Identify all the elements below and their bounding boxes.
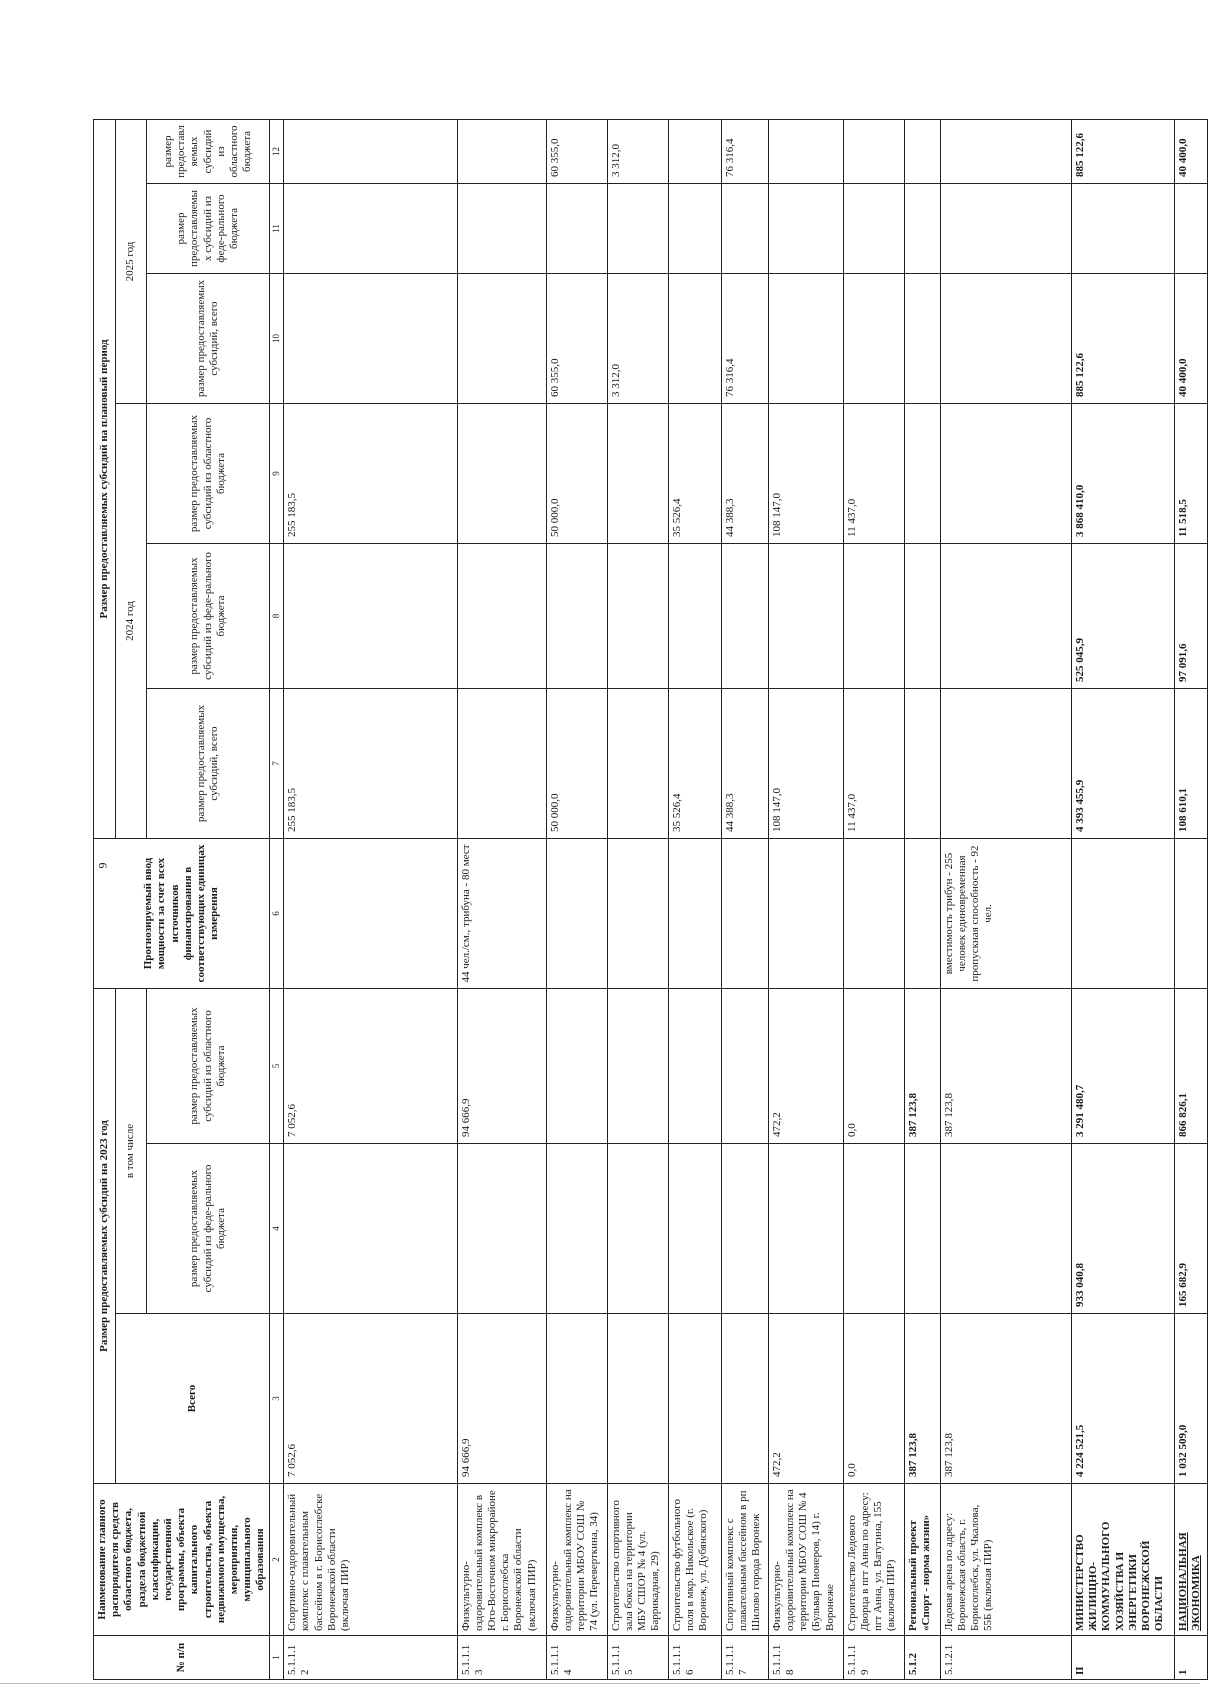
row-capacity <box>607 839 668 989</box>
row-reg-2025 <box>904 119 940 183</box>
row-capacity <box>904 839 940 989</box>
table-row <box>668 119 721 1679</box>
row-reg-2023: 866 826,1 <box>1174 989 1207 1144</box>
row-total-2024: 108 610,1 <box>1174 689 1207 839</box>
row-reg-2024: 35 526,4 <box>668 404 721 544</box>
row-capacity <box>721 839 768 989</box>
row-total-2023: 4 224 521,5 <box>1072 1314 1175 1484</box>
row-fed-2024 <box>721 544 768 689</box>
row-num: 5.1.1.12 <box>284 1636 457 1680</box>
row-total-2024 <box>457 689 546 839</box>
row-fed-2023: 933 040,8 <box>1072 1144 1175 1314</box>
row-reg-2025: 60 355,0 <box>546 119 607 183</box>
row-total-2023 <box>546 1314 607 1484</box>
row-reg-2025 <box>940 119 1071 183</box>
row-num: 5.1.1.13 <box>457 1636 546 1680</box>
row-num: 1 <box>1174 1636 1207 1680</box>
column-number: 1 <box>270 1636 284 1680</box>
row-fed-2025 <box>904 184 940 274</box>
row-fed-2024 <box>546 544 607 689</box>
row-fed-2024 <box>843 544 904 689</box>
row-name: НАЦИОНАЛЬНАЯ ЭКОНОМИКА <box>1174 1484 1207 1636</box>
header-total-2023: Всего <box>116 1314 270 1484</box>
row-reg-2023 <box>721 989 768 1144</box>
row-total-2023 <box>668 1314 721 1484</box>
table-row <box>768 119 843 1679</box>
row-name: Физкультурно-оздоровительный комплекс в Юго-Восточном микрорайоне г. Борисоглебска Воронежской области (включая ПИР) <box>457 1484 546 1636</box>
row-num: 5.1.1.14 <box>546 1636 607 1680</box>
table-row <box>546 119 607 1679</box>
row-total-2023 <box>721 1314 768 1484</box>
row-fed-2024 <box>940 544 1071 689</box>
header-name: Наименование главного распорядителя средств областного бюджета, раздела бюджетной классификации, государственной программы, объекта капитального строительства, объекта недвижимого имущества, мероприятия, муниципального образования <box>94 1484 270 1636</box>
header-fed-2025: размер предоставляемых субсидий из феде-рального бюджета <box>146 184 270 274</box>
row-total-2025: 60 355,0 <box>546 274 607 404</box>
header-group-plan: Размер предоставляемых субсидий на плановый период <box>94 119 116 838</box>
row-total-2025: 40 400,0 <box>1174 274 1207 404</box>
row-name: МИНИСТЕРСТВО ЖИЛИЩНО-КОММУНАЛЬНОГО ХОЗЯЙСТВА И ЭНЕРГЕТИКИ ВОРОНЕЖСКОЙ ОБЛАСТИ <box>1072 1484 1175 1636</box>
row-name: Строительство Ледового Дворца в пгт Анна по адресу: пгт Анна, ул. Ватутина, 155 (включая ПИР) <box>843 1484 904 1636</box>
row-fed-2025 <box>668 184 721 274</box>
row-capacity: 44 чел./см., трибуна - 80 мест <box>457 839 546 989</box>
row-reg-2025: 40 400,0 <box>1174 119 1207 183</box>
row-total-2025 <box>843 274 904 404</box>
row-reg-2025 <box>768 119 843 183</box>
header-total-2025: размер предоставляемых субсидий, всего <box>146 274 270 404</box>
column-number: 11 <box>270 184 284 274</box>
row-reg-2025 <box>284 119 457 183</box>
header-total-2024: размер предоставляемых субсидий, всего <box>146 689 270 839</box>
row-fed-2024: 97 091,6 <box>1174 544 1207 689</box>
row-fed-2023 <box>768 1144 843 1314</box>
header-group-2023: Размер предоставляемых субсидий на 2023 год <box>94 989 116 1484</box>
row-fed-2024 <box>668 544 721 689</box>
row-name: Строительство спортивного зала бокса на территории МБУ СШОР № 4 (ул. Баррикадная, 29) <box>607 1484 668 1636</box>
row-reg-2024 <box>607 404 668 544</box>
page-number: 9 <box>95 862 110 869</box>
row-total-2024: 44 388,3 <box>721 689 768 839</box>
row-num: 5.1.1.15 <box>607 1636 668 1680</box>
row-capacity <box>284 839 457 989</box>
header-incl: в том числе <box>116 989 147 1314</box>
row-total-2024: 4 393 455,9 <box>1072 689 1175 839</box>
row-reg-2025: 3 312,0 <box>607 119 668 183</box>
row-capacity: вместимость трибун - 255 человек единовременная пропускная способность - 92 чел. <box>940 839 1071 989</box>
row-fed-2025 <box>1072 184 1175 274</box>
row-total-2024: 255 183,5 <box>284 689 457 839</box>
row-total-2025 <box>284 274 457 404</box>
row-total-2024: 50 000,0 <box>546 689 607 839</box>
row-fed-2025 <box>940 184 1071 274</box>
row-total-2025: 3 312,0 <box>607 274 668 404</box>
row-total-2023 <box>607 1314 668 1484</box>
row-name: Спортивно-оздоровительный комплекс с плавательным бассейном в г. Борисоглебске Воронежской области (включая ПИР) <box>284 1484 457 1636</box>
row-total-2023: 1 032 509,0 <box>1174 1314 1207 1484</box>
row-total-2025: 76 316,4 <box>721 274 768 404</box>
column-number-row <box>270 119 284 1679</box>
page-bottom-line <box>0 1683 1200 1684</box>
row-name: Региональный проект «Спорт - норма жизни» <box>904 1484 940 1636</box>
table-row <box>940 119 1071 1679</box>
row-reg-2024: 50 000,0 <box>546 404 607 544</box>
header-reg-2023: размер предоставляемых субсидий из областного бюджета <box>146 989 270 1144</box>
header-reg-2025: размер предоставляемых субсидий из областного бюджета <box>146 119 270 183</box>
row-num: 5.1.2 <box>904 1636 940 1680</box>
header-year-2025: 2025 год <box>116 119 147 403</box>
row-reg-2023: 94 666,9 <box>457 989 546 1144</box>
table-row <box>457 119 546 1679</box>
row-total-2023: 387 123,8 <box>904 1314 940 1484</box>
row-num: 5.1.1.16 <box>668 1636 721 1680</box>
row-fed-2024 <box>607 544 668 689</box>
row-reg-2024: 11 518,5 <box>1174 404 1207 544</box>
row-num: II <box>1072 1636 1175 1680</box>
subsidy-table <box>93 119 1208 1680</box>
column-number: 9 <box>270 404 284 544</box>
row-total-2025 <box>940 274 1071 404</box>
row-reg-2025: 885 122,6 <box>1072 119 1175 183</box>
header-fed-2024: размер предоставляемых субсидий из феде-рального бюджета <box>146 544 270 689</box>
table-row <box>904 119 940 1679</box>
row-fed-2025 <box>457 184 546 274</box>
row-reg-2023: 387 123,8 <box>904 989 940 1144</box>
header-capacity: Прогнозируемый ввод мощности за счет всех источников финансирования в соответствующих единицах измерения <box>94 839 270 989</box>
row-fed-2025 <box>1174 184 1207 274</box>
row-reg-2025 <box>457 119 546 183</box>
row-total-2025 <box>768 274 843 404</box>
row-fed-2024 <box>284 544 457 689</box>
column-number: 6 <box>270 839 284 989</box>
row-reg-2024: 255 183,5 <box>284 404 457 544</box>
row-name: Строительство футбольного поля в мкр. Никольское (г. Воронеж, ул. Дубянского) <box>668 1484 721 1636</box>
row-total-2025: 885 122,6 <box>1072 274 1175 404</box>
row-reg-2024 <box>457 404 546 544</box>
row-fed-2025 <box>843 184 904 274</box>
row-fed-2025 <box>721 184 768 274</box>
row-capacity <box>1072 839 1175 989</box>
row-total-2025 <box>457 274 546 404</box>
row-name: Ледовая арена по адресу: Воронежская область, г. Борисоглебск, ул. Чкалова, 55Б (включая ПИР) <box>940 1484 1071 1636</box>
row-fed-2023 <box>607 1144 668 1314</box>
row-fed-2024: 525 045,9 <box>1072 544 1175 689</box>
column-number: 7 <box>270 689 284 839</box>
row-reg-2024: 11 437,0 <box>843 404 904 544</box>
row-fed-2025 <box>768 184 843 274</box>
row-reg-2024: 44 388,3 <box>721 404 768 544</box>
row-fed-2025 <box>607 184 668 274</box>
table-row <box>721 119 768 1679</box>
header-reg-2024: размер предоставляемых субсидий из областного бюджета <box>146 404 270 544</box>
row-total-2025 <box>668 274 721 404</box>
row-total-2023: 94 666,9 <box>457 1314 546 1484</box>
row-reg-2024 <box>904 404 940 544</box>
row-fed-2024 <box>768 544 843 689</box>
column-number: 8 <box>270 544 284 689</box>
row-fed-2025 <box>546 184 607 274</box>
row-fed-2023 <box>457 1144 546 1314</box>
row-capacity <box>1174 839 1207 989</box>
row-fed-2024 <box>457 544 546 689</box>
row-total-2024: 35 526,4 <box>668 689 721 839</box>
row-fed-2023 <box>940 1144 1071 1314</box>
row-name: Физкультурно-оздоровительный комплекс на территории МБОУ СОШ № 74 (ул. Переверткина, 34) <box>546 1484 607 1636</box>
row-reg-2025 <box>843 119 904 183</box>
row-total-2023: 472,2 <box>768 1314 843 1484</box>
row-total-2024: 11 437,0 <box>843 689 904 839</box>
row-total-2024 <box>607 689 668 839</box>
row-num: 5.1.1.17 <box>721 1636 768 1680</box>
table-row <box>607 119 668 1679</box>
row-fed-2023 <box>904 1144 940 1314</box>
row-total-2023: 7 052,6 <box>284 1314 457 1484</box>
table-row <box>1174 119 1207 1679</box>
row-fed-2023 <box>721 1144 768 1314</box>
row-fed-2023 <box>284 1144 457 1314</box>
column-number: 4 <box>270 1144 284 1314</box>
row-num: 5.1.2.1 <box>940 1636 1071 1680</box>
row-capacity <box>843 839 904 989</box>
row-name: Спортивный комплекс с плавательным бассейном в рп Шилово города Воронеж <box>721 1484 768 1636</box>
row-capacity <box>768 839 843 989</box>
row-reg-2023 <box>607 989 668 1144</box>
row-reg-2023: 472,2 <box>768 989 843 1144</box>
row-num: 5.1.1.19 <box>843 1636 904 1680</box>
row-reg-2023: 7 052,6 <box>284 989 457 1144</box>
table-row <box>284 119 457 1679</box>
row-reg-2023: 0,0 <box>843 989 904 1144</box>
row-capacity <box>546 839 607 989</box>
column-number: 10 <box>270 274 284 404</box>
row-reg-2024 <box>940 404 1071 544</box>
column-number: 3 <box>270 1314 284 1484</box>
row-total-2023: 387 123,8 <box>940 1314 1071 1484</box>
row-reg-2025 <box>668 119 721 183</box>
row-fed-2025 <box>284 184 457 274</box>
row-fed-2024 <box>904 544 940 689</box>
row-reg-2023: 3 291 480,7 <box>1072 989 1175 1144</box>
header-num: № п/п <box>94 1636 270 1680</box>
row-fed-2023 <box>546 1144 607 1314</box>
row-reg-2023 <box>546 989 607 1144</box>
row-total-2024: 108 147,0 <box>768 689 843 839</box>
column-number: 12 <box>270 119 284 183</box>
row-name: Физкультурно-оздоровительный комплекс на территории МБОУ СОШ № 4 (Бульвар Пионеров, 14) г. Воронеже <box>768 1484 843 1636</box>
header-fed-2023: размер предоставляемых субсидий из феде-рального бюджета <box>146 1144 270 1314</box>
row-fed-2023 <box>843 1144 904 1314</box>
table-row <box>1072 119 1175 1679</box>
row-capacity <box>668 839 721 989</box>
row-total-2024 <box>904 689 940 839</box>
rotated-table-wrapper <box>93 120 1203 1680</box>
row-total-2024 <box>940 689 1071 839</box>
table-row <box>843 119 904 1679</box>
column-number: 2 <box>270 1484 284 1636</box>
header-year-2024: 2024 год <box>116 404 147 839</box>
row-num: 5.1.1.18 <box>768 1636 843 1680</box>
row-reg-2024: 108 147,0 <box>768 404 843 544</box>
row-total-2025 <box>904 274 940 404</box>
row-reg-2025: 76 316,4 <box>721 119 768 183</box>
row-total-2023: 0,0 <box>843 1314 904 1484</box>
row-reg-2023: 387 123,8 <box>940 989 1071 1144</box>
row-reg-2023 <box>668 989 721 1144</box>
row-fed-2023: 165 682,9 <box>1174 1144 1207 1314</box>
row-reg-2024: 3 868 410,0 <box>1072 404 1175 544</box>
row-fed-2023 <box>668 1144 721 1314</box>
column-number: 5 <box>270 989 284 1144</box>
